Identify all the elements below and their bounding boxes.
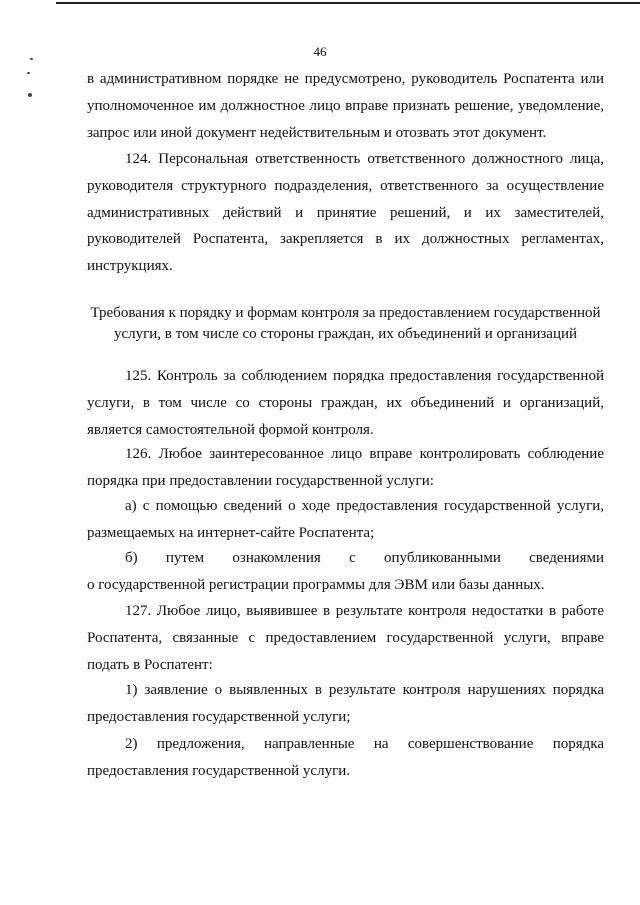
paragraph-124: [87, 146, 604, 280]
text-line: предоставления государственной услуги.: [87, 762, 351, 779]
text-line: инструкциях.: [87, 258, 173, 275]
text-line: руководителя структурного подразделения, ответственного за осуществление: [87, 177, 604, 194]
list-item-2: [87, 731, 604, 785]
text-line: порядка при предоставлении государственной услуги:: [87, 472, 434, 489]
text-line: запрос или иной документ недействительным и отозвать этот документ.: [87, 124, 547, 141]
text-line: услуги, в том числе со стороны граждан, их объединений и организаций,: [87, 394, 604, 411]
text-line: размещаемых на интернет-сайте Роспатента;: [87, 524, 375, 541]
list-item-b: [87, 545, 604, 599]
scan-mark: [27, 72, 30, 74]
scan-mark: [28, 93, 32, 97]
paragraph-127: [87, 598, 604, 678]
text-line: уполномоченное им должностное лицо вправе признать решение, уведомление,: [87, 97, 604, 114]
paragraph-125: [87, 363, 604, 443]
text-line: является самостоятельной формой контроля.: [87, 421, 374, 438]
text-line: руководителей Роспатента, закрепляется в их должностных регламентах,: [87, 231, 604, 248]
text-line: о государственной регистрации программы для ЭВМ или базы данных.: [87, 576, 545, 593]
text-line: 2) предложения, направленные на совершенствование порядка: [125, 736, 604, 752]
section-heading: [87, 303, 604, 345]
text-line: в административном порядке не предусмотрено, руководитель Роспатента или: [87, 71, 604, 87]
list-item-1: [87, 677, 604, 731]
text-line: а) с помощью сведений о ходе предоставления государственной услуги,: [125, 498, 604, 514]
text-line: 126. Любое заинтересованное лицо вправе контролировать соблюдение: [125, 446, 604, 462]
text-line: 127. Любое лицо, выявившее в результате контроля недостатки в работе: [125, 603, 604, 619]
scan-top-edge: [56, 2, 640, 4]
text-line: подать в Роспатент:: [87, 656, 213, 673]
text-line: административных действий и принятие решений, и их заместителей,: [87, 204, 604, 221]
text-line: б) путем ознакомления с опубликованными сведениями: [125, 550, 604, 566]
text-line: 1) заявление о выявленных в результате контроля нарушениях порядка: [125, 682, 604, 698]
paragraph-continuation: [87, 66, 604, 146]
heading-line: услуги, в том числе со стороны граждан, их объединений и организаций: [113, 326, 578, 342]
heading-line: Требования к порядку и формам контроля за предоставлением государственной: [90, 305, 601, 321]
paragraph-126: [87, 441, 604, 495]
list-item-a: [87, 493, 604, 547]
text-line: 124. Персональная ответственность ответственного должностного лица,: [125, 151, 604, 167]
text-line: Роспатента, связанные с предоставлением государственной услуги, вправе: [87, 629, 604, 646]
text-line: 125. Контроль за соблюдением порядка предоставления государственной: [125, 368, 604, 384]
page-number: 46: [313, 44, 327, 59]
text-line: предоставления государственной услуги;: [87, 708, 351, 725]
